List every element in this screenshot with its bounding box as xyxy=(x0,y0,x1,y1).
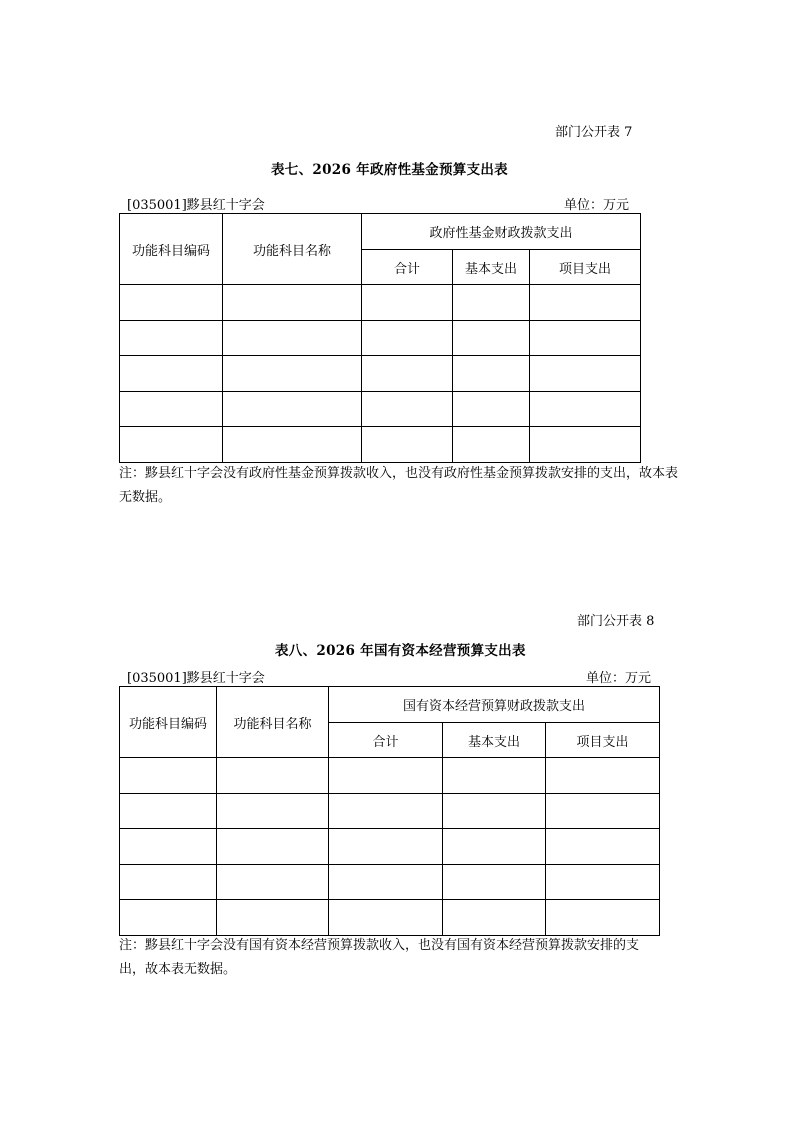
header-group: 国有资本经营预算财政拨款支出 xyxy=(329,687,660,723)
header-basic: 基本支出 xyxy=(443,723,546,758)
header-name: 功能科目名称 xyxy=(217,687,329,758)
table-row xyxy=(120,900,660,936)
table-note: 注：黟县红十字会没有国有资本经营预算拨款收入，也没有国有资本经营预算拨款安排的支出，故本表无数据。 xyxy=(119,938,640,977)
header-project: 项目支出 xyxy=(530,250,641,285)
header-basic: 基本支出 xyxy=(453,250,530,285)
header-group: 政府性基金财政拨款支出 xyxy=(362,214,641,250)
header-code: 功能科目编码 xyxy=(120,687,217,758)
table-title: 表七、2026 年政府性基金预算支出表 xyxy=(271,162,508,178)
unit-label: 单位：万元 xyxy=(586,671,652,686)
page-label: 部门公开表 7 xyxy=(555,125,633,140)
table-row xyxy=(120,356,641,392)
page-label: 部门公开表 8 xyxy=(577,614,655,629)
table-row xyxy=(120,865,660,900)
table-row xyxy=(120,758,660,794)
header-project: 项目支出 xyxy=(546,723,660,758)
table-row xyxy=(120,794,660,829)
budget-table-7 xyxy=(119,213,641,463)
unit-code: [035001]黟县红十字会 xyxy=(127,671,265,686)
header-total: 合计 xyxy=(329,723,443,758)
table-row xyxy=(120,392,641,427)
unit-label: 单位：万元 xyxy=(564,198,630,213)
unit-code: [035001]黟县红十字会 xyxy=(127,198,265,213)
table-row xyxy=(120,285,641,321)
table-row xyxy=(120,829,660,865)
header-total: 合计 xyxy=(362,250,453,285)
table-row xyxy=(120,321,641,356)
table-title: 表八、2026 年国有资本经营预算支出表 xyxy=(275,643,526,659)
header-code: 功能科目编码 xyxy=(120,214,223,285)
table-row xyxy=(120,427,641,463)
budget-table-8 xyxy=(119,686,660,936)
table-note: 注：黟县红十字会没有政府性基金预算拨款收入，也没有政府性基金预算拨款安排的支出，故本表无数据。 xyxy=(119,466,679,505)
header-name: 功能科目名称 xyxy=(223,214,362,285)
